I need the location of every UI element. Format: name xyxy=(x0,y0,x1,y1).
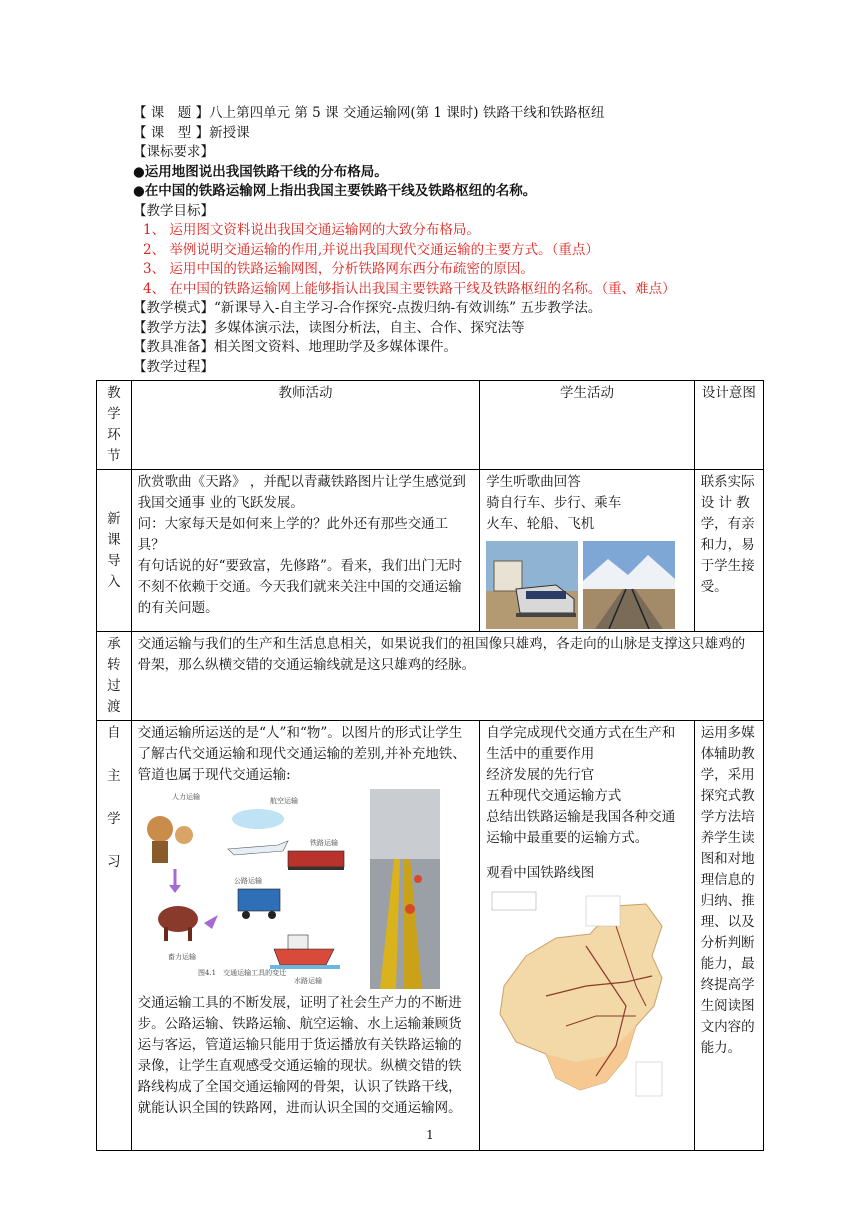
objective-item: 4、 在中国的铁路运输网上能够指认出我国主要铁路干线及铁路枢纽的名称。（重、难点） xyxy=(143,280,676,297)
table-row-intro xyxy=(97,470,764,632)
objective-item: 2、 举例说明交通运输的作用,并说出我国现代交通运输的主要方式。（重点） xyxy=(143,241,599,258)
standards-title: 【课标要求】 xyxy=(133,144,214,160)
standard-item: ●运用地图说出我国铁路干线的分布格局。 xyxy=(133,163,388,180)
header-stage: 教学环节 xyxy=(97,381,132,470)
intent-intro: 联系实际 设 计 教学，有亲和力，易于学生接受。 xyxy=(694,470,763,632)
svg-text:人力运输: 人力运输 xyxy=(171,793,200,801)
train-photo xyxy=(486,541,578,629)
pipeline-photo xyxy=(370,789,440,989)
map-caption: 观看中国铁路线图 xyxy=(486,865,595,881)
transport-evolution-figure xyxy=(138,789,366,989)
stage-selfstudy: 自 主 学 习 xyxy=(97,721,132,1151)
svg-text:铁路运输: 铁路运输 xyxy=(309,839,338,847)
header-teacher: 教师活动 xyxy=(131,381,480,470)
header-intent: 设计意图 xyxy=(694,381,763,470)
stage-intro: 新课导入 xyxy=(97,470,132,632)
svg-text:航空运输: 航空运输 xyxy=(269,797,298,805)
svg-text:水路运输: 水路运输 xyxy=(293,977,322,985)
student-intro: 学生听歌曲回答 骑自行车、步行、乘车 火车、轮船、飞机 xyxy=(480,470,694,632)
lesson-line: 【 课 题 】八上第四单元 第 5 课 交通运输网(第 1 课时) 铁路干线和铁路枢纽 xyxy=(133,105,605,121)
teaching-prep: 【教具准备】相关图文资料、地理助学及多媒体课件。 xyxy=(133,339,457,355)
transition-text: 交通运输与我们的生产和生活息息相关，如果说我们的祖国像只雄鸡，各走向的山脉是支撑这只雄鸡的骨架，那么纵横交错的交通运输线就是这只雄鸡的经脉。 xyxy=(131,632,763,721)
lesson-header xyxy=(133,104,773,377)
china-railway-map xyxy=(486,886,678,1106)
process-title: 【教学过程】 xyxy=(133,358,214,375)
process-table xyxy=(96,380,764,1151)
stage-transition: 承转过渡 xyxy=(97,632,132,721)
teaching-methods: 【教学方法】多媒体演示法，读图分析法，自主、合作、探究法等 xyxy=(133,319,525,336)
student-selfstudy: 自学完成现代交通方式在生产和生活中的重要作用 经济发展的先行官 五种现代交通运输方式 总结出铁路运输是我国各种交通运输中最重要的运输方式。 观看中国铁路线图 xyxy=(480,721,694,1151)
table-row-transition xyxy=(97,632,764,721)
objective-item: 1、 运用图文资料说出我国交通运输网的大致分布格局。 xyxy=(143,222,480,238)
type-line: 【 课 型 】新授课 xyxy=(133,124,250,141)
table-row-selfstudy xyxy=(97,721,764,1151)
page-number: 1 xyxy=(426,1128,434,1142)
intent-selfstudy: 运用多媒体辅助教学，采用探究式教学方法培养学生读图和对地理信息的归纳、推理、以及分析判断能力，最终提高学生阅读图文内容的能力。 xyxy=(694,721,763,1151)
svg-text:畜力运输: 畜力运输 xyxy=(167,953,196,961)
svg-text:图4.1 交通运输工具的变迁: 图4.1 交通运输工具的变迁 xyxy=(197,969,286,977)
teacher-intro: 欣赏歌曲《天路》 ，并配以青藏铁路图片让学生感觉到我国交通事 业的飞跃发展。 问：大家每天是如何来上学的？此外还有那些交通工具？ 有句话说的好“要致富，先修路”。看来，我们出门无时不刻不依赖于交通。今天我们就来关注中国的交通运输的有关问题。 xyxy=(131,470,480,632)
header-student: 学生活动 xyxy=(480,381,694,470)
table-header-row xyxy=(97,381,764,470)
standard-item: ●在中国的铁路运输网上指出我国主要铁路干线及铁路枢纽的名称。 xyxy=(133,183,537,199)
teaching-mode: 【教学模式】“新课导入-自主学习-合作探究-点拨归纳-有效训练” 五步教学法。 xyxy=(133,300,602,316)
svg-text:公路运输: 公路运输 xyxy=(233,877,262,885)
teacher-selfstudy: 交通运输所运送的是“人”和“物”。以图片的形式让学生了解古代交通运输和现代交通运输的差别,并补充地铁、管道也属于现代交通运输: 人力运输 航空运输 铁路运输 公路运输 畜力运输 水路运输 图4.1 交通运输工具的变迁 交通运输工具的不断发展，证明了社会生产力的不断进步。公路运输、铁路运输、航空运输、水上运输兼顾货运与客运，管道运输只能用于货运播放有关铁路运输的录像，让学生直观感受交通运输的现状。纵横交错的铁路线构成了全国交通运输网的骨架，认识了铁路干线，就能认识全国的铁路网，进而认识全国的交通运输网。 xyxy=(131,721,480,1151)
objective-item: 3、 运用中国的铁路运输网图，分析铁路网东西分布疏密的原因。 xyxy=(143,261,534,277)
objectives-title: 【教学目标】 xyxy=(133,202,214,219)
railway-photo xyxy=(583,541,675,629)
